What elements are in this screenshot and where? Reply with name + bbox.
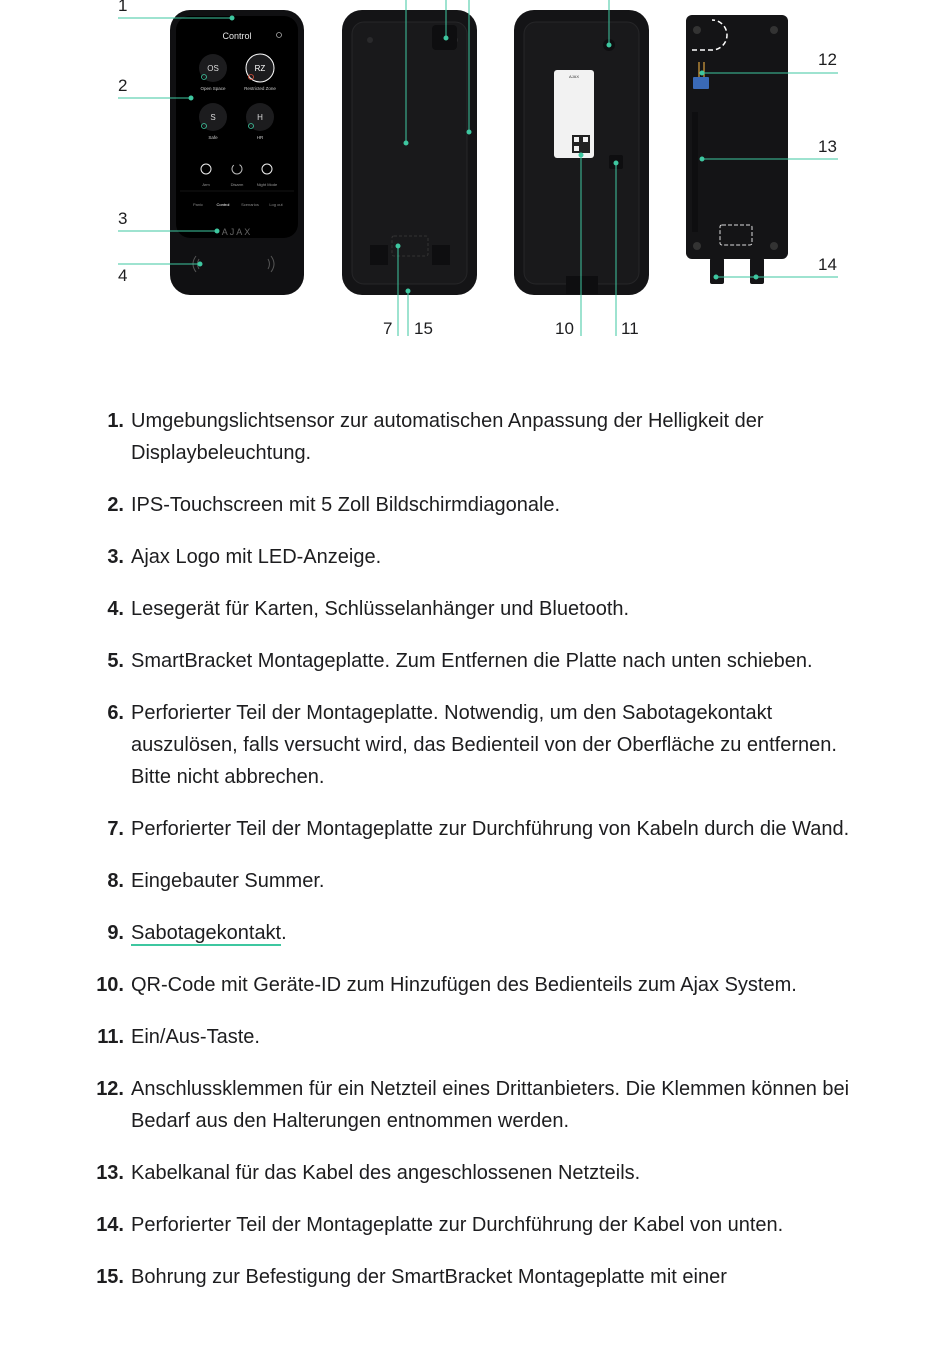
mode-arm: Arm [202, 182, 210, 187]
list-item [0, 813, 950, 845]
item-text: Bohrung zur Befestigung der SmartBracket Montageplatte mit einer [131, 1266, 727, 1288]
device-diagram [0, 0, 950, 345]
item-text: IPS-Touchscreen mit 5 Zoll Bildschirmdiagonale. [131, 494, 561, 516]
item-number: 4. [107, 598, 124, 620]
item-text: SmartBracket Montageplatte. Zum Entfernen die Platte nach unten schieben. [131, 650, 813, 672]
item-text-suffix: . [281, 922, 287, 944]
screen-title: Control [222, 31, 252, 41]
callout-7: 7 [383, 319, 393, 338]
item-text: Ajax Logo mit LED-Anzeige. [131, 546, 382, 568]
list-item [0, 405, 950, 469]
list-item [0, 1157, 950, 1189]
device-illustration [0, 0, 950, 345]
callout-11: 11 [621, 319, 639, 338]
callout-4: 4 [118, 266, 128, 285]
item-number: 12. [96, 1078, 124, 1100]
list-item [0, 865, 950, 897]
callout-2: 2 [118, 76, 128, 95]
tab-control: Control [216, 202, 230, 207]
callout-3: 3 [118, 209, 128, 228]
list-item [0, 645, 950, 677]
callout-12: 12 [818, 50, 837, 69]
item-text: Kabelkanal für das Kabel des angeschlossenen Netzteils. [131, 1162, 641, 1184]
list-item [0, 917, 950, 949]
item-number: 1. [107, 410, 124, 432]
list-item [0, 697, 950, 793]
list-item [0, 541, 950, 573]
zone-h-name: HR [256, 135, 264, 140]
keypad-front [170, 10, 304, 295]
item-text: Ein/Aus-Taste. [131, 1026, 260, 1048]
list-item [0, 1021, 950, 1053]
list-item [0, 593, 950, 625]
mode-night: Night Mode [256, 182, 278, 187]
tab-panic: Panic [192, 202, 204, 207]
item-text: Anschlussklemmen für ein Netzteil eines Drittanbieters. Die Klemmen können bei Bedarf aus den Halterungen entnommen werden. [131, 1078, 850, 1132]
callout-13: 13 [818, 137, 837, 156]
item-number: 15. [96, 1266, 124, 1288]
tab-logout: Log out [269, 202, 283, 207]
ajax-logo: AJAX [221, 227, 253, 237]
list-item [0, 489, 950, 521]
list-item [0, 1073, 950, 1137]
item-number: 13. [96, 1162, 124, 1184]
item-number: 11. [97, 1026, 124, 1048]
keypad-back-bracket [342, 10, 477, 295]
callout-1: 1 [118, 0, 128, 15]
zone-rz: RZ [254, 64, 266, 73]
callout-10: 10 [555, 319, 574, 338]
sabotagekontakt-link[interactable]: Sabotagekontakt [131, 922, 282, 944]
item-text: Perforierter Teil der Montageplatte. Notwendig, um den Sabotagekontakt auszulösen, falls versucht wird, das Bedienteil von der Oberfläche zu entfernen. Bitte nicht abbrechen. [131, 702, 837, 788]
zone-s: S [210, 113, 216, 122]
zone-os: OS [207, 64, 219, 73]
item-number: 6. [107, 702, 124, 724]
item-text: Umgebungslichtsensor zur automatischen Anpassung der Helligkeit der Displaybeleuchtung. [131, 410, 764, 464]
label-logo: AJAX [568, 74, 580, 79]
component-list [0, 405, 950, 1313]
item-text [131, 922, 287, 946]
item-number: 14. [96, 1214, 124, 1236]
callout-14: 14 [818, 255, 837, 274]
item-number: 8. [107, 870, 124, 892]
terminal-block [693, 77, 709, 89]
list-item [0, 1209, 950, 1241]
item-text: Perforierter Teil der Montageplatte zur Durchführung der Kabel von unten. [131, 1214, 784, 1236]
callout-15: 15 [414, 319, 433, 338]
zone-h: H [257, 113, 263, 122]
list-item [0, 1261, 950, 1293]
item-text: QR-Code mit Geräte-ID zum Hinzufügen des Bedienteils zum Ajax System. [131, 974, 797, 996]
zone-rz-name: Restricted Zone [244, 86, 276, 91]
item-number: 2. [107, 494, 124, 516]
item-number: 5. [107, 650, 124, 672]
item-text: Lesegerät für Karten, Schlüsselanhänger und Bluetooth. [131, 598, 630, 620]
smartbracket [686, 15, 788, 284]
item-number: 9. [107, 922, 124, 944]
mode-disarm: Disarm [230, 182, 244, 187]
zone-s-name: Safe [208, 135, 218, 140]
zone-os-name: Open Space [200, 86, 226, 91]
item-text: Eingebauter Summer. [131, 870, 325, 892]
item-number: 3. [107, 546, 124, 568]
item-number: 7. [107, 818, 124, 840]
list-item [0, 969, 950, 1001]
item-number: 10. [96, 974, 124, 996]
item-text: Perforierter Teil der Montageplatte zur Durchführung von Kabeln durch die Wand. [131, 818, 850, 840]
tab-scenarios: Scenarios [241, 202, 259, 207]
